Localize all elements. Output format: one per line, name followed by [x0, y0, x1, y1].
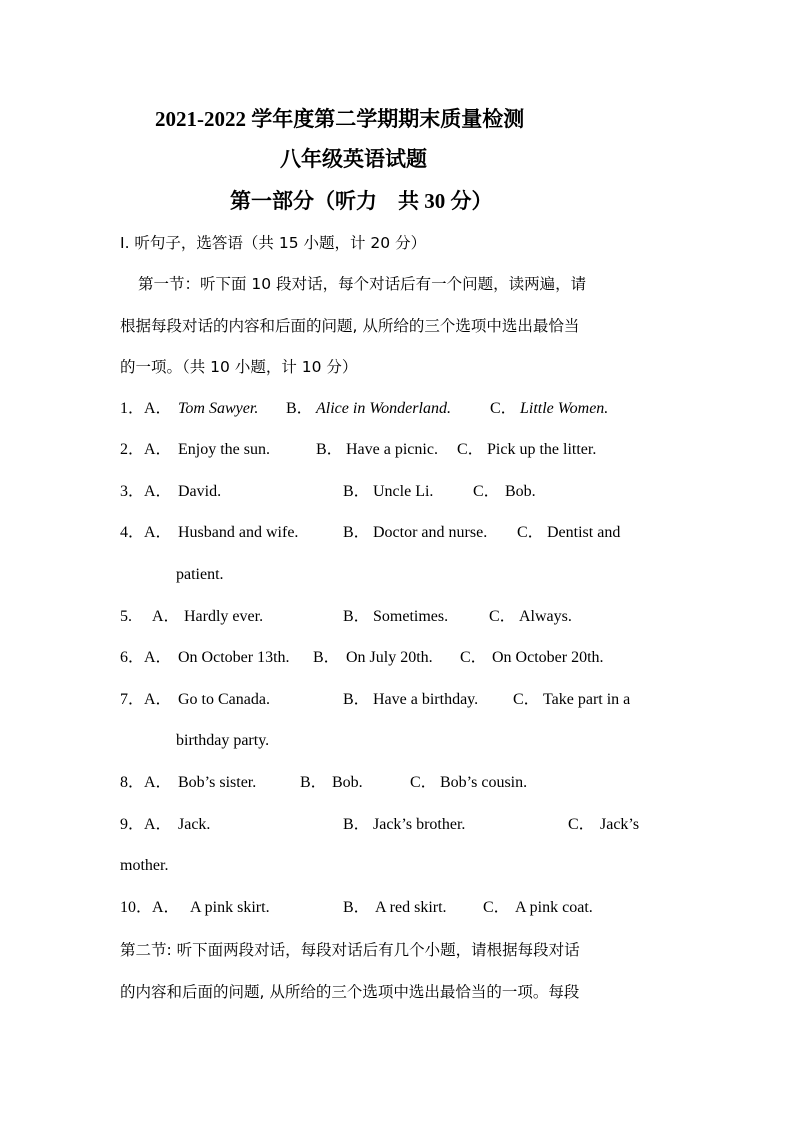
section2-intro-line: 的内容和后面的问题, 从所给的三个选项中选出最恰当的一项。每段	[120, 983, 580, 1001]
option-b-text: Have a picnic.	[346, 441, 438, 458]
option-b-label: B．	[343, 483, 370, 500]
option-a-label: A．	[144, 774, 172, 791]
question-number: 10．	[120, 899, 153, 916]
section-intro-line: 第一节：听下面 10 段对话，每个对话后有一个问题，读两遍，请	[138, 275, 587, 293]
option-c-continuation: patient.	[176, 566, 224, 583]
option-c-text: On October 20th.	[492, 649, 604, 666]
question-number: 5.	[120, 608, 132, 625]
option-a-label: A．	[144, 649, 172, 666]
option-b-label: B．	[343, 691, 370, 708]
question-number: 3．	[120, 483, 145, 500]
question-number: 6．	[120, 649, 145, 666]
option-b-text: Have a birthday.	[373, 691, 479, 708]
question-number: 1．	[120, 400, 145, 417]
option-c-text: Bob’s cousin.	[440, 774, 528, 791]
option-b-label: B．	[286, 400, 313, 417]
exam-title: 2021-2022 学年度第二学期期末质量检测	[155, 107, 525, 131]
option-b-text: On July 20th.	[346, 649, 433, 666]
option-a-label: A．	[144, 400, 172, 417]
option-c-label: C．	[483, 899, 510, 916]
option-b-label: B．	[343, 899, 370, 916]
option-c-text: Take part in a	[543, 691, 631, 708]
option-a-text: Husband and wife.	[178, 524, 299, 541]
option-c-label: C．	[513, 691, 540, 708]
option-c-text: Always.	[519, 608, 572, 625]
section-intro-line: 根据每段对话的内容和后面的问题, 从所给的三个选项中选出最恰当	[120, 317, 580, 335]
option-c-label: C．	[473, 483, 500, 500]
option-a-text: On October 13th.	[178, 649, 290, 666]
option-a-text: Enjoy the sun.	[178, 441, 270, 458]
option-c-label: C．	[457, 441, 484, 458]
option-c-label: C．	[568, 816, 595, 833]
option-c-continuation: birthday party.	[176, 732, 270, 749]
option-b-label: B．	[313, 649, 340, 666]
option-a-label: A．	[144, 691, 172, 708]
option-a-label: A．	[144, 816, 172, 833]
option-a-text: David.	[178, 483, 222, 500]
grade-subject-title: 八年级英语试题	[280, 147, 427, 171]
option-a-text: Hardly ever.	[184, 608, 264, 625]
option-b-text: Jack’s brother.	[373, 816, 466, 833]
question-number: 9．	[120, 816, 145, 833]
section2-intro-line: 第二节: 听下面两段对话，每段对话后有几个小题，请根据每段对话	[120, 941, 580, 959]
option-c-label: C．	[410, 774, 437, 791]
option-b-text: Bob.	[332, 774, 363, 791]
option-b-label: B．	[316, 441, 343, 458]
option-c-text: Pick up the litter.	[487, 441, 597, 458]
option-b-label: B．	[343, 608, 370, 625]
question-number: 2．	[120, 441, 145, 458]
question-number: 8．	[120, 774, 145, 791]
option-c-text: Bob.	[505, 483, 536, 500]
option-a-label: A．	[152, 899, 180, 916]
option-a-label: A．	[144, 441, 172, 458]
option-b-text: Sometimes.	[373, 608, 449, 625]
option-a-label: A．	[144, 483, 172, 500]
option-c-label: C．	[517, 524, 544, 541]
option-a-text: Jack.	[178, 816, 211, 833]
option-b-label: B．	[343, 524, 370, 541]
part-title: 第一部分（听力 共 30 分）	[230, 189, 493, 213]
option-b-text: Doctor and nurse.	[373, 524, 488, 541]
option-c-label: C．	[460, 649, 487, 666]
option-c-label: C．	[490, 400, 517, 417]
option-c-label: C．	[489, 608, 516, 625]
option-c-text: A pink coat.	[515, 899, 593, 916]
question-number: 4．	[120, 524, 145, 541]
option-c-text: Little Women.	[520, 400, 609, 417]
section-intro-line: 的一项。（共 10 小题，计 10 分）	[120, 358, 358, 376]
option-b-label: B．	[343, 816, 370, 833]
option-c-text: Jack’s	[600, 816, 640, 833]
option-b-text: Alice in Wonderland.	[316, 400, 451, 417]
option-a-text: Tom Sawyer.	[178, 400, 259, 417]
section-heading: I. 听句子，选答语（共 15 小题，计 20 分）	[120, 234, 427, 252]
option-a-text: Go to Canada.	[178, 691, 270, 708]
option-c-text: Dentist and	[547, 524, 621, 541]
option-b-text: Uncle Li.	[373, 483, 434, 500]
option-b-text: A red skirt.	[375, 899, 447, 916]
option-c-continuation: mother.	[120, 857, 169, 874]
option-a-label: A．	[152, 608, 180, 625]
question-number: 7．	[120, 691, 145, 708]
option-a-label: A．	[144, 524, 172, 541]
option-b-label: B．	[300, 774, 327, 791]
option-a-text: Bob’s sister.	[178, 774, 257, 791]
option-a-text: A pink skirt.	[190, 899, 270, 916]
